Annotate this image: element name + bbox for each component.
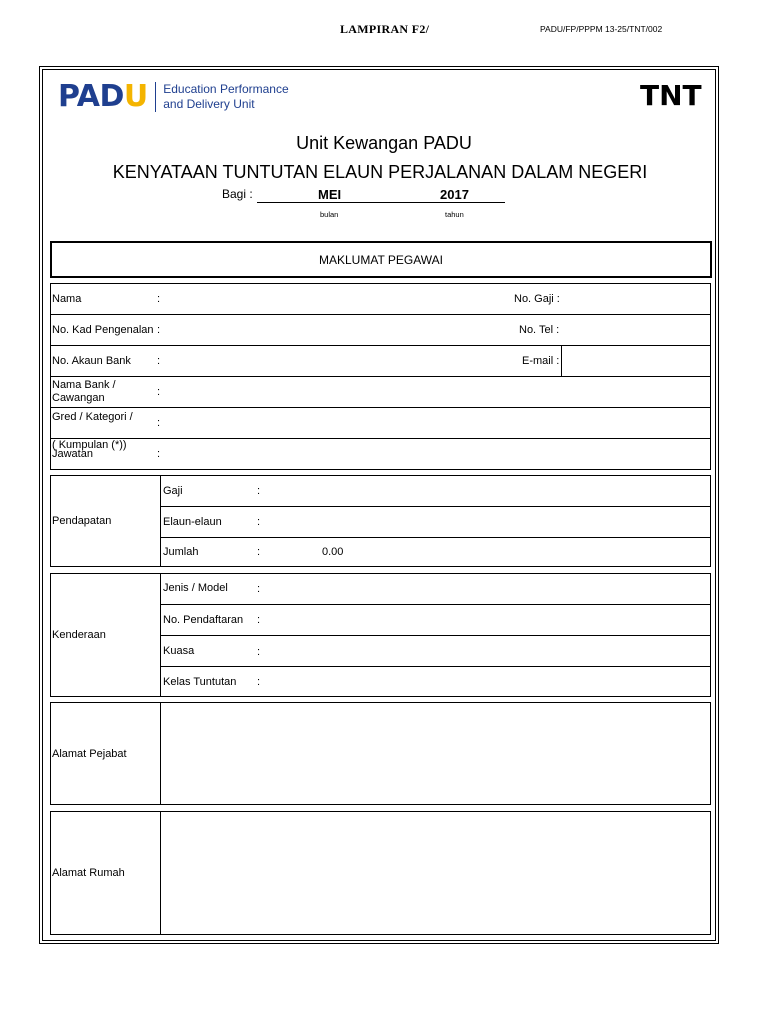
gred-colon: :	[157, 417, 161, 429]
tahun-value[interactable]: 2017	[440, 187, 469, 202]
pendapatan-table	[50, 475, 711, 567]
jumlah-colon: :	[257, 546, 261, 558]
lampiran-label: LAMPIRAN F2/	[340, 22, 430, 36]
email-label: E-mail :	[522, 355, 560, 367]
alamat-pejabat-label: Alamat Pejabat	[52, 748, 127, 760]
nama-bank-label: Nama Bank / Cawangan	[52, 379, 116, 404]
elaun-colon: :	[257, 516, 261, 528]
kuasa-label: Kuasa	[163, 645, 195, 657]
gaji-label: Gaji	[163, 485, 183, 497]
kad-colon: :	[157, 324, 161, 336]
form-title: KENYATAAN TUNTUTAN ELAUN PERJALANAN DALAM NEGERI	[112, 162, 648, 182]
pendaftaran-colon: :	[257, 614, 261, 626]
alamat-pejabat-box	[50, 702, 711, 805]
logo-tagline: Education Performance and Delivery Unit	[163, 82, 289, 111]
jenis-label: Jenis / Model	[163, 582, 228, 594]
jumlah-value[interactable]: 0.00	[322, 546, 344, 558]
section-maklumat-pegawai: MAKLUMAT PEGAWAI	[50, 241, 712, 278]
elaun-label: Elaun-elaun	[163, 516, 222, 528]
kuasa-colon: :	[257, 646, 261, 658]
alamat-rumah-label: Alamat Rumah	[52, 867, 125, 879]
pendapatan-label: Pendapatan	[52, 515, 112, 527]
jenis-colon: :	[257, 583, 261, 595]
logo-divider	[155, 82, 157, 112]
bagi-label: Bagi :	[222, 187, 253, 201]
bagi-underline	[257, 202, 505, 203]
pendaftaran-label: No. Pendaftaran	[163, 614, 244, 626]
padu-logo	[58, 80, 289, 114]
akaun-bank-label: No. Akaun Bank	[52, 355, 131, 367]
bulan-value[interactable]: MEI	[318, 187, 342, 202]
no-gaji-label: No. Gaji :	[514, 293, 560, 305]
jumlah-label: Jumlah	[163, 546, 199, 558]
padu-logo-word: PADU	[58, 79, 148, 114]
form-code: TNT	[640, 79, 702, 112]
alamat-rumah-box	[50, 811, 711, 935]
tahun-caption: tahun	[445, 210, 464, 219]
kenderaan-label: Kenderaan	[52, 629, 106, 641]
jawatan-colon: :	[157, 448, 161, 460]
bulan-caption: bulan	[320, 210, 339, 219]
no-tel-label: No. Tel :	[519, 324, 560, 336]
nama-colon: :	[157, 293, 161, 305]
reference-code: PADU/FP/PPPM 13-25/TNT/002	[540, 24, 663, 34]
kad-pengenalan-label: No. Kad Pengenalan	[52, 324, 154, 336]
nama-label: Nama	[52, 293, 82, 305]
jawatan-label: Jawatan	[52, 448, 93, 460]
kelas-label: Kelas Tuntutan	[163, 676, 237, 688]
akaun-colon: :	[157, 355, 161, 367]
bank-colon: :	[157, 386, 161, 398]
kelas-colon: :	[257, 676, 261, 688]
unit-title: Unit Kewangan PADU	[296, 133, 472, 153]
gaji-colon: :	[257, 485, 261, 497]
gred-label: Gred / Kategori / ( Kumpulan (*))	[52, 411, 133, 451]
